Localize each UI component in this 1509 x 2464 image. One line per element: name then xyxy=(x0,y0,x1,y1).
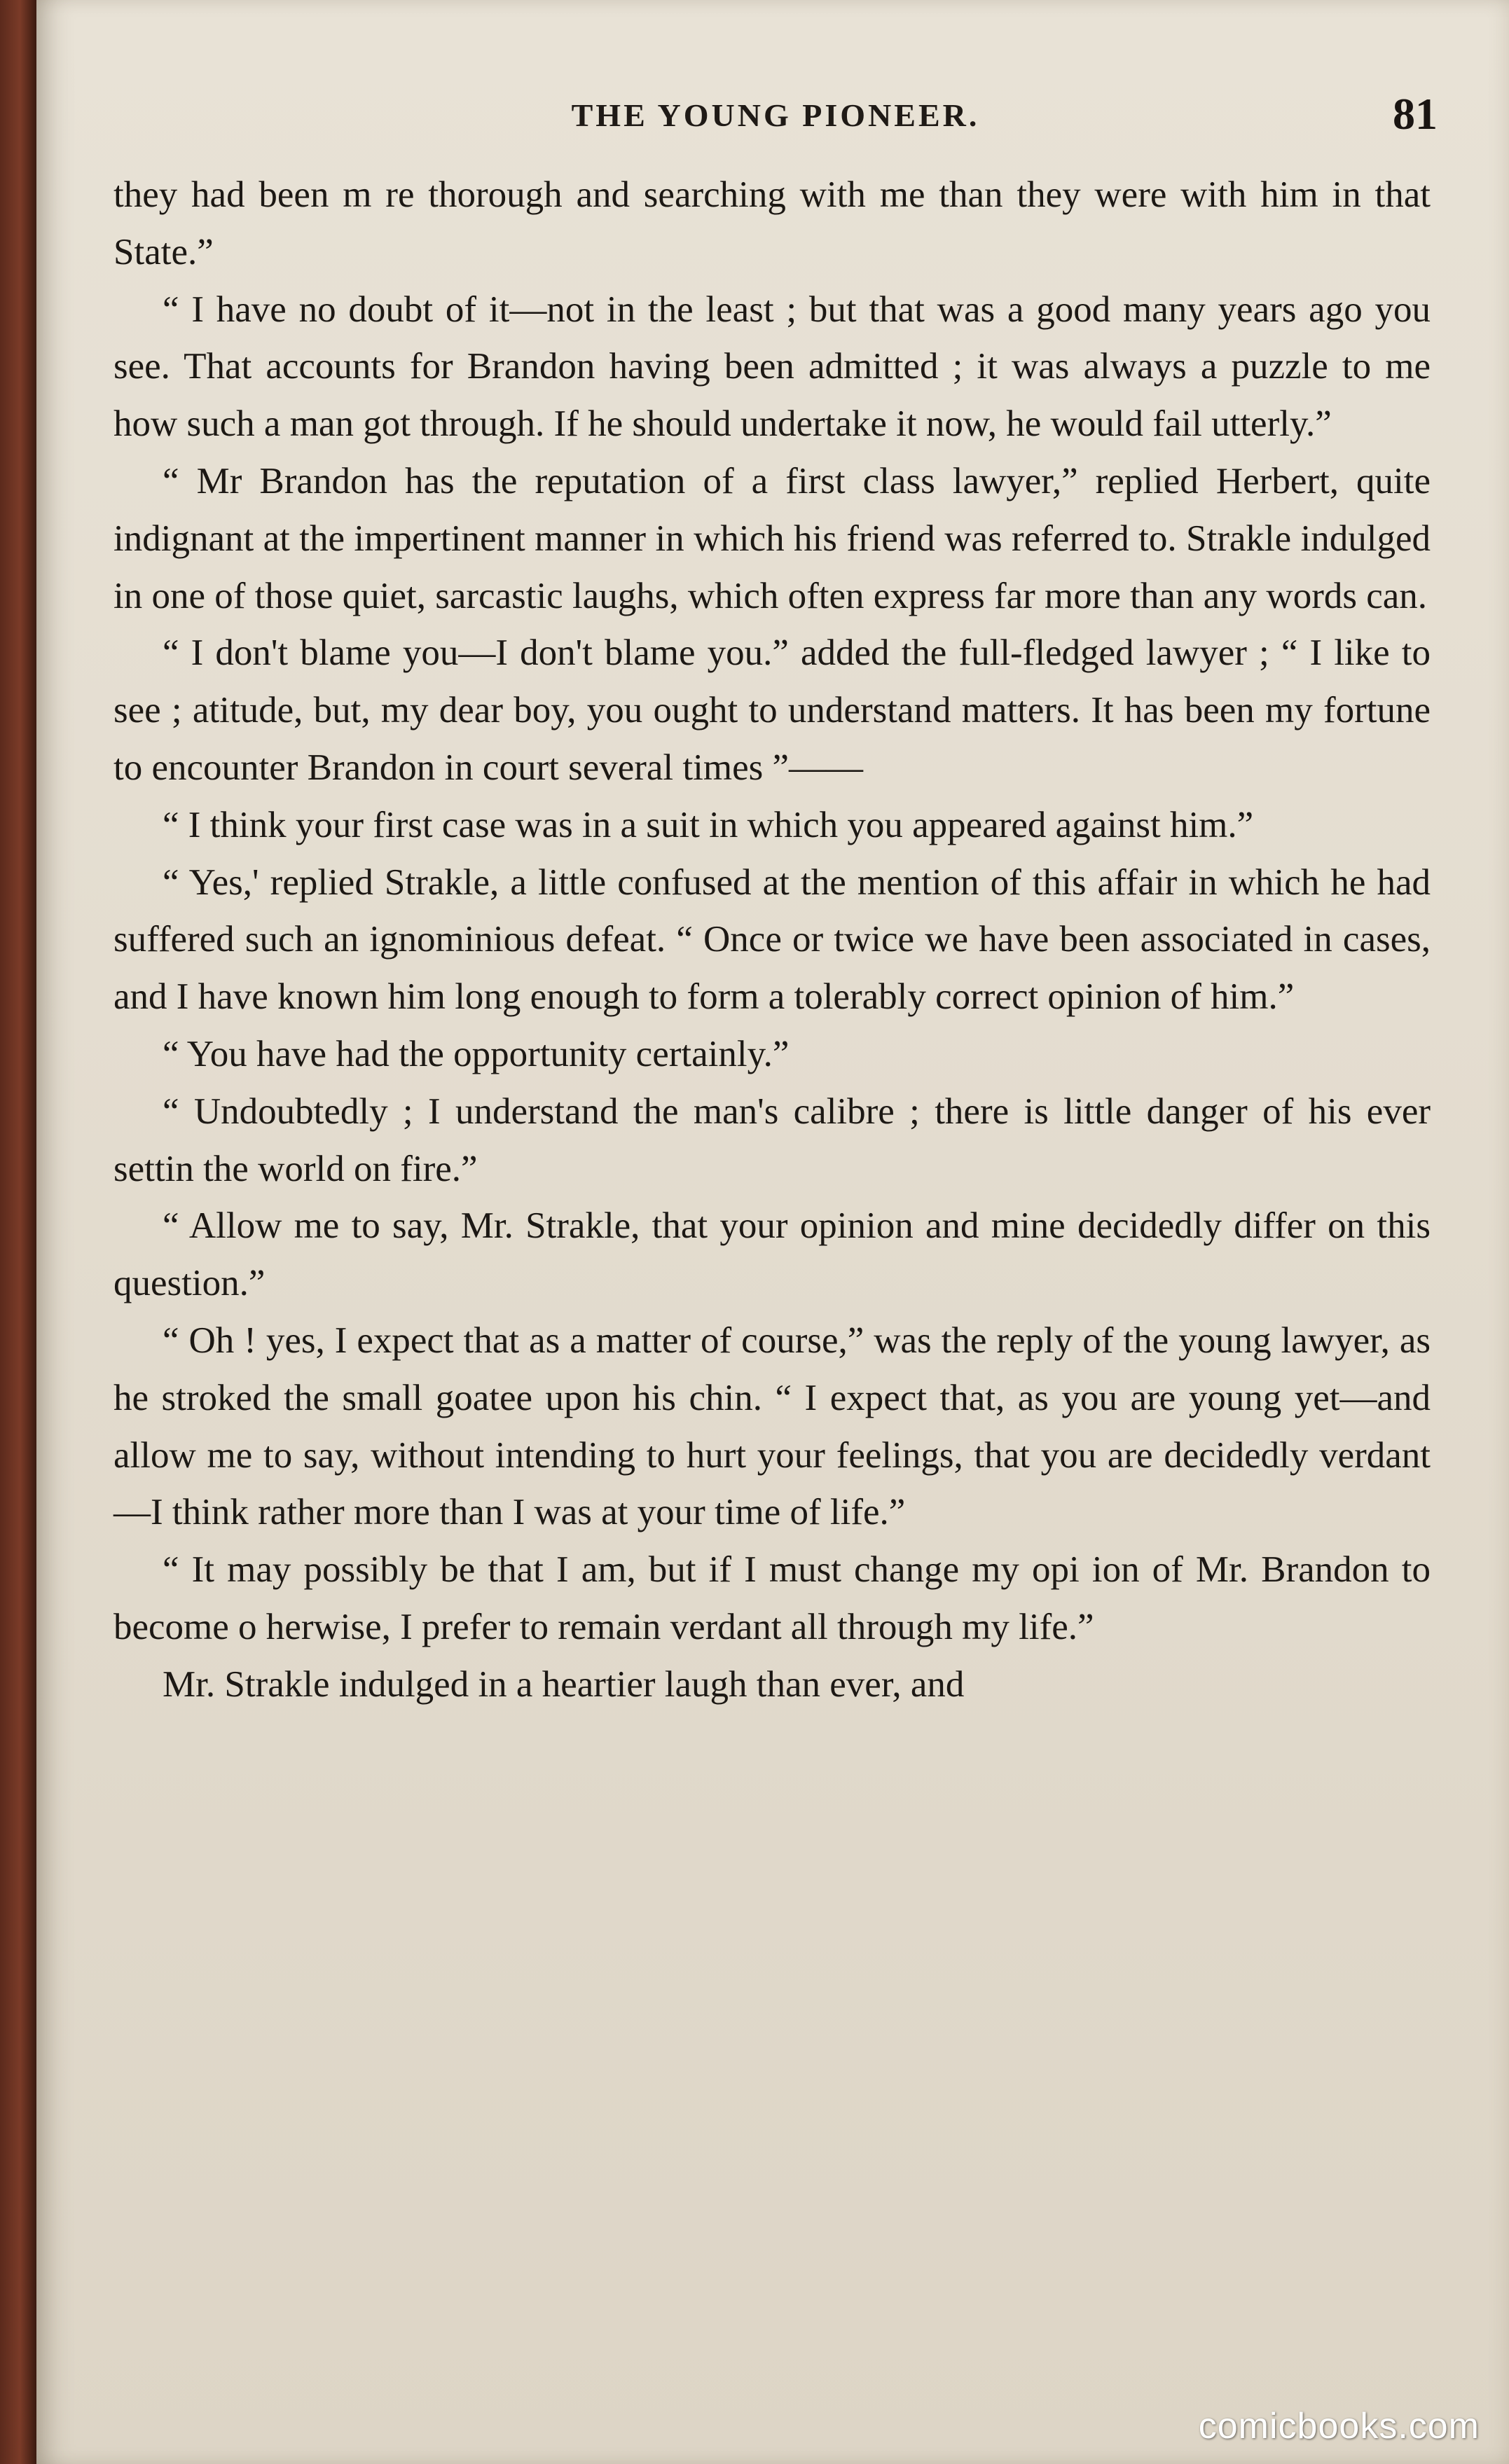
paragraph: “ It may possibly be that I am, but if I must change my opi ion of Mr. Brandon to become o herwise, I prefer to remain verdant all through my life.” xyxy=(113,1549,1431,1647)
paragraph: “ Allow me to say, Mr. Strakle, that your opinion and mine decidedly differ on this question.” xyxy=(113,1205,1431,1304)
running-head xyxy=(113,91,1438,147)
running-title: THE YOUNG PIONEER. xyxy=(571,97,980,133)
paragraph: “ I have no doubt of it—not in the least ; but that was a good many years ago you see. That accounts for Brandon having been admitted ; it was always a puzzle to me how such a man got through. If he should undertake it now, he would fail utterly.” xyxy=(113,289,1431,445)
book-page xyxy=(36,0,1509,2464)
paragraph: “ I think your first case was in a suit in which you appeared against him.” xyxy=(163,804,1254,845)
paragraph: “ Undoubtedly ; I understand the man's calibre ; there is little danger of his ever settin the world on fire.” xyxy=(113,1091,1431,1189)
page-number: 81 xyxy=(1393,89,1438,139)
paragraph: “ You have had the opportunity certainly.” xyxy=(163,1033,790,1074)
watermark: comicbooks.com xyxy=(1198,2406,1480,2446)
paragraph: “ Oh ! yes, I expect that as a matter of course,” was the reply of the young lawyer, as he stroked the small goatee upon his chin. “ I expect that, as you are young yet—and allow me to say, without intending to hurt your feelings, that you are decidedly verdant—I think rather more than I was at your time of life.” xyxy=(113,1320,1431,1533)
paragraph: “ Yes,' replied Strakle, a little confused at the mention of this affair in which he had suffered such an ignominious defeat. “ Once or twice we have been associated in cases, and I have known him long enough to form a tolerably correct opinion of him.” xyxy=(113,861,1431,1018)
paragraph: “ Mr Brandon has the reputation of a first class lawyer,” replied Herbert, quite indignant at the impertinent manner in which his friend was referred to. Strakle indulged in one of those quiet, sarcastic laughs, which often express far more than any words can. xyxy=(113,460,1431,616)
paragraph: Mr. Strakle indulged in a heartier laugh than ever, and xyxy=(163,1663,965,1705)
paragraph: “ I don't blame you—I don't blame you.” added the full-fledged lawyer ; “ I like to see ; atitude, but, my dear boy, you ought to understand matters. It has been my fortune to encounter Brandon in court several times ”—— xyxy=(113,632,1431,788)
book-spine xyxy=(0,0,36,2464)
body-text xyxy=(113,167,1431,1714)
paragraph: they had been m re thorough and searching with me than they were with him in that State.” xyxy=(113,174,1431,272)
